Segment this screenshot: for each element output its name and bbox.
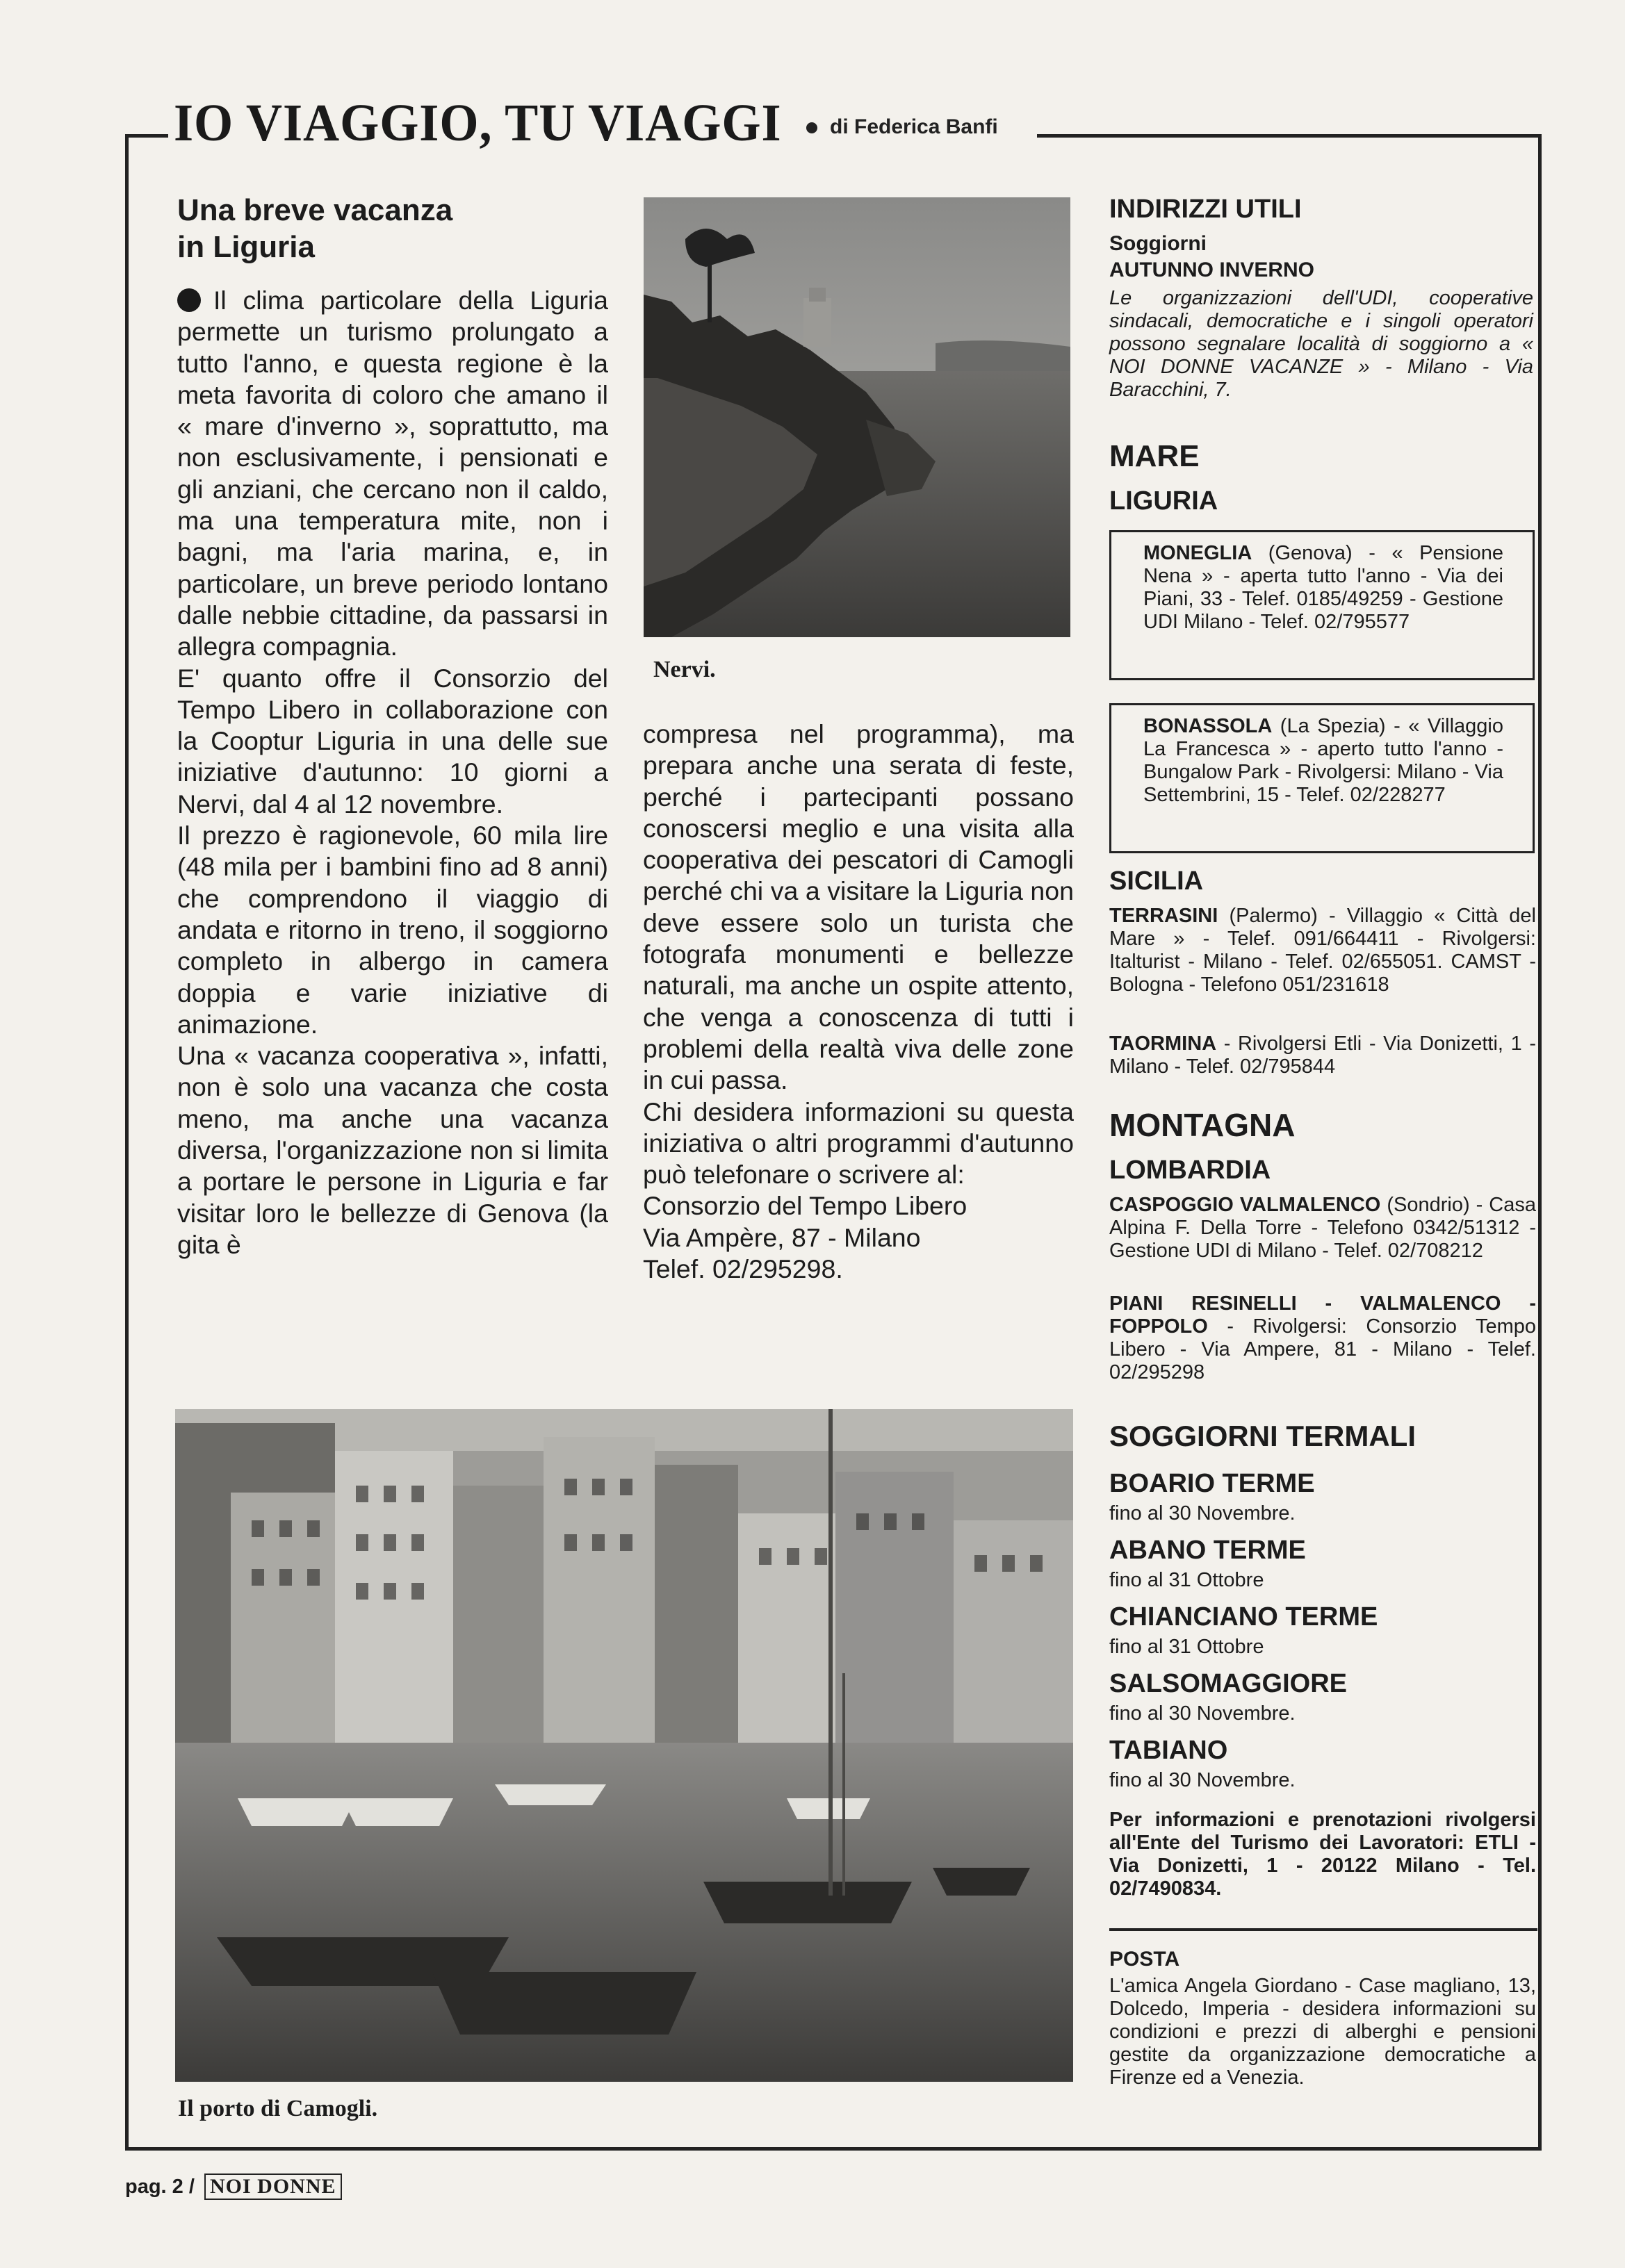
spa-date: fino al 31 Ottobre [1109, 1569, 1264, 1591]
article-paragraph: Una « vacanza cooperativa », infatti, non è solo una vacanza che costa meno, ma anche una vacanza diversa, l'organizzazione non si limita a portare le persone in Liguria e far visitar loro le bellezze di Genova (la gita è [177, 1041, 608, 1259]
region-liguria: LIGURIA [1109, 486, 1218, 516]
listing-piani-resinelli [1109, 1292, 1536, 1384]
sidebar-subheading: Soggiorni [1109, 232, 1207, 255]
photo-caption-nervi: Nervi. [653, 657, 716, 682]
page-title: IO VIAGGIO, TU VIAGGI [174, 94, 782, 152]
article-paragraph: Chi desidera informazioni su questa iniziativa o altri programmi d'autunno può telefonare o scrivere al: [643, 1096, 1074, 1190]
article-paragraph: E' quanto offre il Consorzio del Tempo Libero in collaborazione con la Cooptur Liguria in una delle sue iniziative d'autunno: 10 giorni a Nervi, dal 4 al 12 novembre. [177, 663, 608, 819]
listing-place: BONASSOLA [1143, 715, 1273, 737]
listing-details: (Genova) - « Pensione Nena » - aperta tutto l'anno - Via dei Piani, 33 - Telef. 0185/49259 - Gestione UDI Milano - Telef. 02/795577 [1143, 542, 1503, 633]
spa-date: fino al 31 Ottobre [1109, 1636, 1264, 1658]
listing-place: PIANI RESINELLI - VALMALENCO - FOPPOLO [1109, 1292, 1536, 1338]
nervi-coast-image [644, 197, 1070, 637]
section-soggiorni-termali: SOGGIORNI TERMALI [1109, 1420, 1416, 1452]
posta-heading: POSTA [1109, 1948, 1180, 1971]
article-title-line2: in Liguria [177, 230, 315, 264]
paragraph-bullet-icon [177, 288, 201, 312]
article-column-2 [643, 718, 1074, 1285]
posta-text: L'amica Angela Giordano - Case magliano, 13, Dolcedo, Imperia - desidera informazioni su condizioni e prezzi di alberghi e pensioni gestite da organizzazione democratiche a Firenze ed a Venezia. [1109, 1975, 1536, 2089]
contact-line: Via Ampère, 87 - Milano [643, 1222, 921, 1252]
listing-caspoggio [1109, 1194, 1536, 1263]
frame-top-left [125, 134, 168, 138]
section-mare: MARE [1109, 439, 1200, 473]
sidebar-heading: INDIRIZZI UTILI [1109, 195, 1302, 224]
sidebar-intro: Le organizzazioni dell'UDI, cooperative sindacali, democratiche e i singoli operatori possono segnalare località di soggiorno a « NOI DONNE VACANZE » - Milano - Via Baracchini, 7. [1109, 287, 1533, 401]
spa-name: CHIANCIANO TERME [1109, 1602, 1378, 1632]
camogli-harbor-image [175, 1409, 1073, 2082]
spa-name: ABANO TERME [1109, 1536, 1306, 1565]
article-paragraph: compresa nel programma), ma prepara anche una serata di feste, perché i partecipanti possano conoscersi meglio e una visita alla cooperativa dei pescatori di Camogli perché chi va a visitare la Liguria non deve essere solo un turista che fotografa monumenti e bellezze naturali, ma anche un ospite attento, che venga a conoscenza di tutti i problemi della realtà viva delle zone in cui passa. [643, 719, 1074, 1095]
photo-caption-camogli: Il porto di Camogli. [178, 2096, 378, 2121]
listing-text [1111, 705, 1533, 807]
region-lombardia: LOMBARDIA [1109, 1156, 1271, 1185]
photo-nervi [644, 197, 1070, 637]
listing-details: (Palermo) - Villaggio « Città del Mare » - Telef. 091/664411 - Rivolgersi: Italturist - Milano - Telef. 02/655051. CAMST - Bologna - Telefono 051/231618 [1109, 905, 1536, 996]
listing-details: (La Spezia) - « Villaggio La Francesca » - aperto tutto l'anno - Bungalow Park - Rivolgersi: Milano - Via Settembrini, 15 - Telef. 02/228277 [1143, 715, 1503, 806]
frame-top-right [1037, 134, 1542, 138]
spa-date: fino al 30 Novembre. [1109, 1502, 1296, 1525]
page-footer [125, 2174, 342, 2200]
article-title [177, 192, 539, 265]
spa-name: TABIANO [1109, 1736, 1228, 1765]
listing-details: (Sondrio) - Casa Alpina F. Della Torre - Telefono 0342/51312 - Gestione UDI di Milano - Telef. 02/708212 [1109, 1194, 1536, 1262]
listing-box-moneglia [1109, 530, 1535, 680]
spa-name: SALSOMAGGIORE [1109, 1669, 1348, 1698]
listing-place: CASPOGGIO VALMALENCO [1109, 1194, 1381, 1216]
booking-info: Per informazioni e prenotazioni rivolgersi all'Ente del Turismo dei Lavoratori: ETLI - Via Donizetti, 1 - 20122 Milano - Tel. 02/7490834. [1109, 1809, 1536, 1900]
frame-left [125, 134, 129, 2151]
frame-bottom [125, 2147, 1542, 2151]
listing-terrasini [1109, 905, 1536, 996]
spa-name: BOARIO TERME [1109, 1469, 1315, 1498]
magazine-logo: NOI DONNE [204, 2174, 342, 2200]
listing-details: - Rivolgersi: Consorzio Tempo Libero - Via Ampere, 81 - Milano - Telef. 02/295298 [1109, 1315, 1536, 1383]
listing-place: TERRASINI [1109, 905, 1218, 927]
page-number: pag. 2 / [125, 2176, 195, 2198]
paragraph-text: Il clima particolare della Liguria permette un turismo prolungato a tutto l'anno, e questa regione è la meta favorita di coloro che amano il « mare d'inverno », soprattutto, ma non esclusivamente, i pensionati e gli anziani, che cercano non il caldo, ma una temperatura mite, non i bagni, ma l'aria marina, e, in particolare, un breve periodo lontano dalle nebbie cittadine, da passarsi in allegra compagnia. [177, 286, 608, 662]
region-sicilia: SICILIA [1109, 866, 1204, 896]
article-column-1 [177, 285, 608, 1260]
byline [806, 115, 998, 139]
bullet-dot-icon [806, 122, 817, 133]
photo-camogli [175, 1409, 1073, 2082]
sidebar-subheading: AUTUNNO INVERNO [1109, 258, 1315, 281]
listing-text [1111, 532, 1533, 634]
article-title-line1: Una breve vacanza [177, 193, 453, 227]
listing-box-bonassola [1109, 703, 1535, 853]
section-montagna: MONTAGNA [1109, 1107, 1296, 1143]
spa-date: fino al 30 Novembre. [1109, 1702, 1296, 1725]
listing-taormina [1109, 1033, 1536, 1078]
contact-line: Telef. 02/295298. [643, 1254, 843, 1284]
listing-place: TAORMINA [1109, 1033, 1217, 1055]
divider [1109, 1928, 1537, 1931]
byline-text: di Federica Banfi [830, 115, 998, 138]
listing-details: - Rivolgersi Etli - Via Donizetti, 1 - Milano - Telef. 02/795844 [1109, 1033, 1536, 1078]
article-paragraph [177, 285, 608, 663]
spa-date: fino al 30 Novembre. [1109, 1769, 1296, 1791]
listing-place: MONEGLIA [1143, 542, 1252, 564]
contact-line: Consorzio del Tempo Libero [643, 1191, 967, 1221]
article-paragraph: Il prezzo è ragionevole, 60 mila lire (48 mila per i bambini fino ad 8 anni) che comprendono il viaggio di andata e ritorno in treno, il soggiorno completo in albergo in camera doppia e varie iniziative di animazione. [177, 821, 608, 1039]
